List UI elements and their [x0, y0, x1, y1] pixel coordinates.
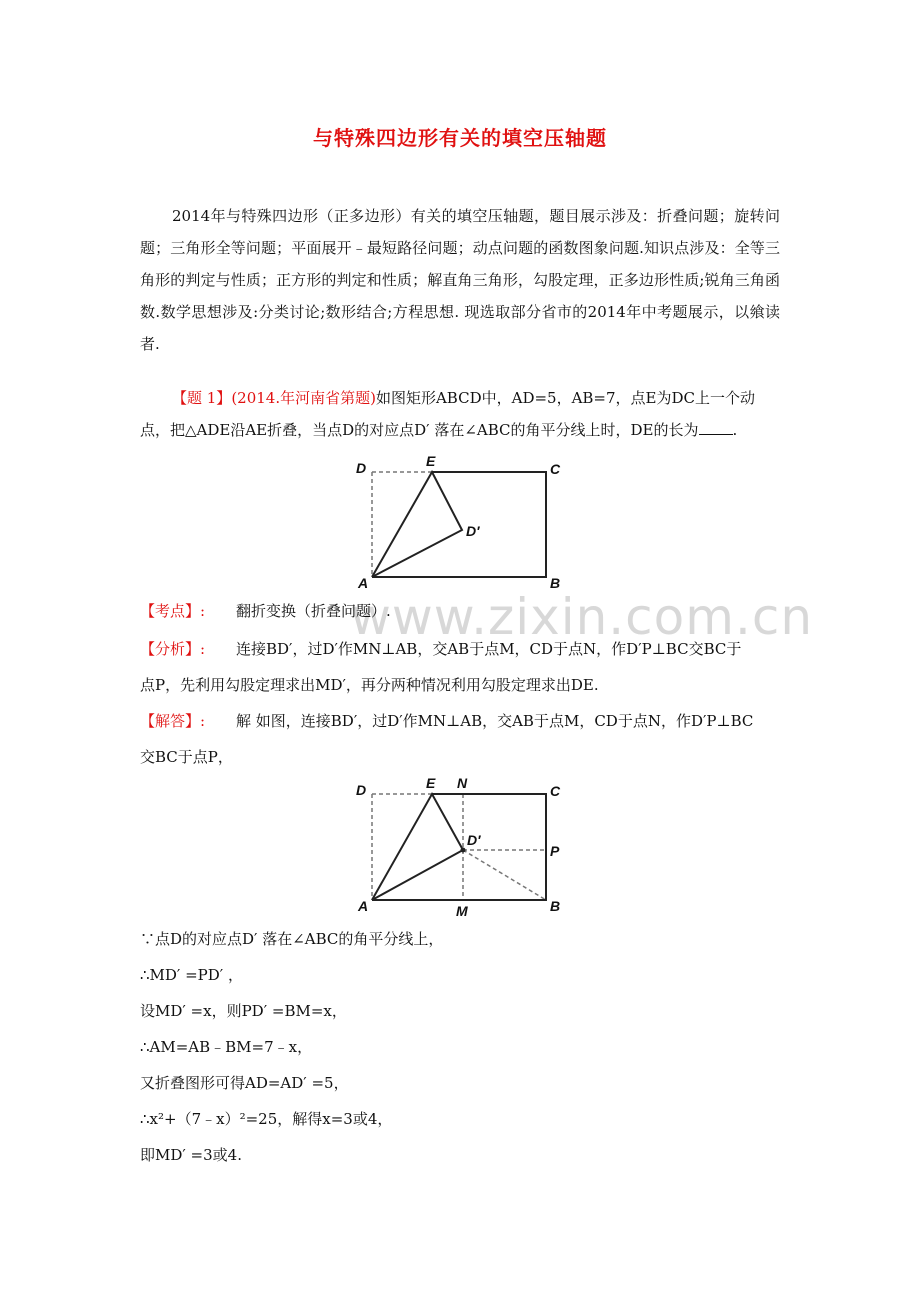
- fig1-label-a: A: [358, 575, 369, 591]
- kaodian-tag: 【考点】:: [140, 602, 206, 620]
- problem-text-end: .: [732, 421, 738, 439]
- fig1-label-e: E: [426, 453, 436, 469]
- solution-step: ∴MD′ =PD′ ，: [140, 966, 243, 984]
- watermark: www.zixin.com.cn: [350, 588, 814, 646]
- solution-step: ∴x²+（7﹣x）²=25，解得x=3或4，: [140, 1110, 393, 1128]
- kaodian-text: 翻折变换（折叠问题）.: [236, 602, 391, 620]
- solution-step: 又折叠图形可得AD=AD′ =5，: [140, 1074, 349, 1092]
- fig1-label-b: B: [550, 575, 561, 591]
- fenxi-line-2: 点P，先利用勾股定理求出MD′，再分两种情况利用勾股定理求出DE.: [140, 676, 599, 694]
- fig2-label-a: A: [358, 898, 369, 914]
- solution-step: ∵点D的对应点D′ 落在∠ABC的角平分线上，: [140, 930, 444, 948]
- jieda-tag: 【解答】:: [140, 712, 206, 730]
- problem-tag: 【题 1】: [172, 389, 232, 407]
- fig1-label-dprime: D′: [466, 523, 480, 539]
- page-title: 与特殊四边形有关的填空压轴题: [313, 126, 607, 150]
- fenxi-tag: 【分析】:: [140, 640, 206, 658]
- solution-step: 即MD′ =3或4.: [140, 1146, 242, 1164]
- fig2-label-p: P: [550, 843, 560, 859]
- fig1-label-d: D: [356, 460, 367, 476]
- intro-paragraph: 2014年与特殊四边形（正多边形）有关的填空压轴题，题目展示涉及：折叠问题；旋转问题；三角形全等问题；平面展开﹣最短路径问题；动点问题的函数图象问题.知识点涉及：全等三角形的判定与性质；正方形的判定和性质；解直角三角形，勾股定理，正多边形性质;锐角三角函数.数学思想涉及:分类讨论;数形结合;方程思想. 现选取部分省市的2014年中考题展示，以飨读者.: [140, 207, 780, 353]
- problem-text: 如图矩形ABCD中，AD=5，AB=7，点E为DC上一个动点，把△ADE沿AE折叠，当点D的对应点D′ 落在∠ABC的角平分线上时，DE的长为: [140, 389, 755, 439]
- problem-source: (2014.年河南省第题): [231, 389, 376, 407]
- fig2-label-c: C: [550, 783, 561, 799]
- jieda-line-2: 交BC于点P，: [140, 748, 233, 766]
- solution-step: ∴AM=AB﹣BM=7﹣x，: [140, 1038, 313, 1056]
- fenxi-text-1: 连接BD′，过D′作MN⊥AB，交AB于点M，CD于点N，作D′P⊥BC交BC于: [236, 640, 742, 658]
- fig1-label-c: C: [550, 461, 561, 477]
- fig2-label-b: B: [550, 898, 561, 914]
- fig2-label-n: N: [457, 775, 468, 791]
- jieda-text-1: 解 如图，连接BD′，过D′作MN⊥AB，交AB于点M，CD于点N，作D′P⊥BC: [236, 712, 754, 730]
- solution-step: 设MD′ =x，则PD′ =BM=x，: [140, 1002, 347, 1020]
- fig2-label-d: D: [356, 782, 367, 798]
- fig2-label-dprime: D′: [467, 832, 481, 848]
- fig2-label-e: E: [426, 775, 436, 791]
- fig2-label-m: M: [456, 903, 468, 919]
